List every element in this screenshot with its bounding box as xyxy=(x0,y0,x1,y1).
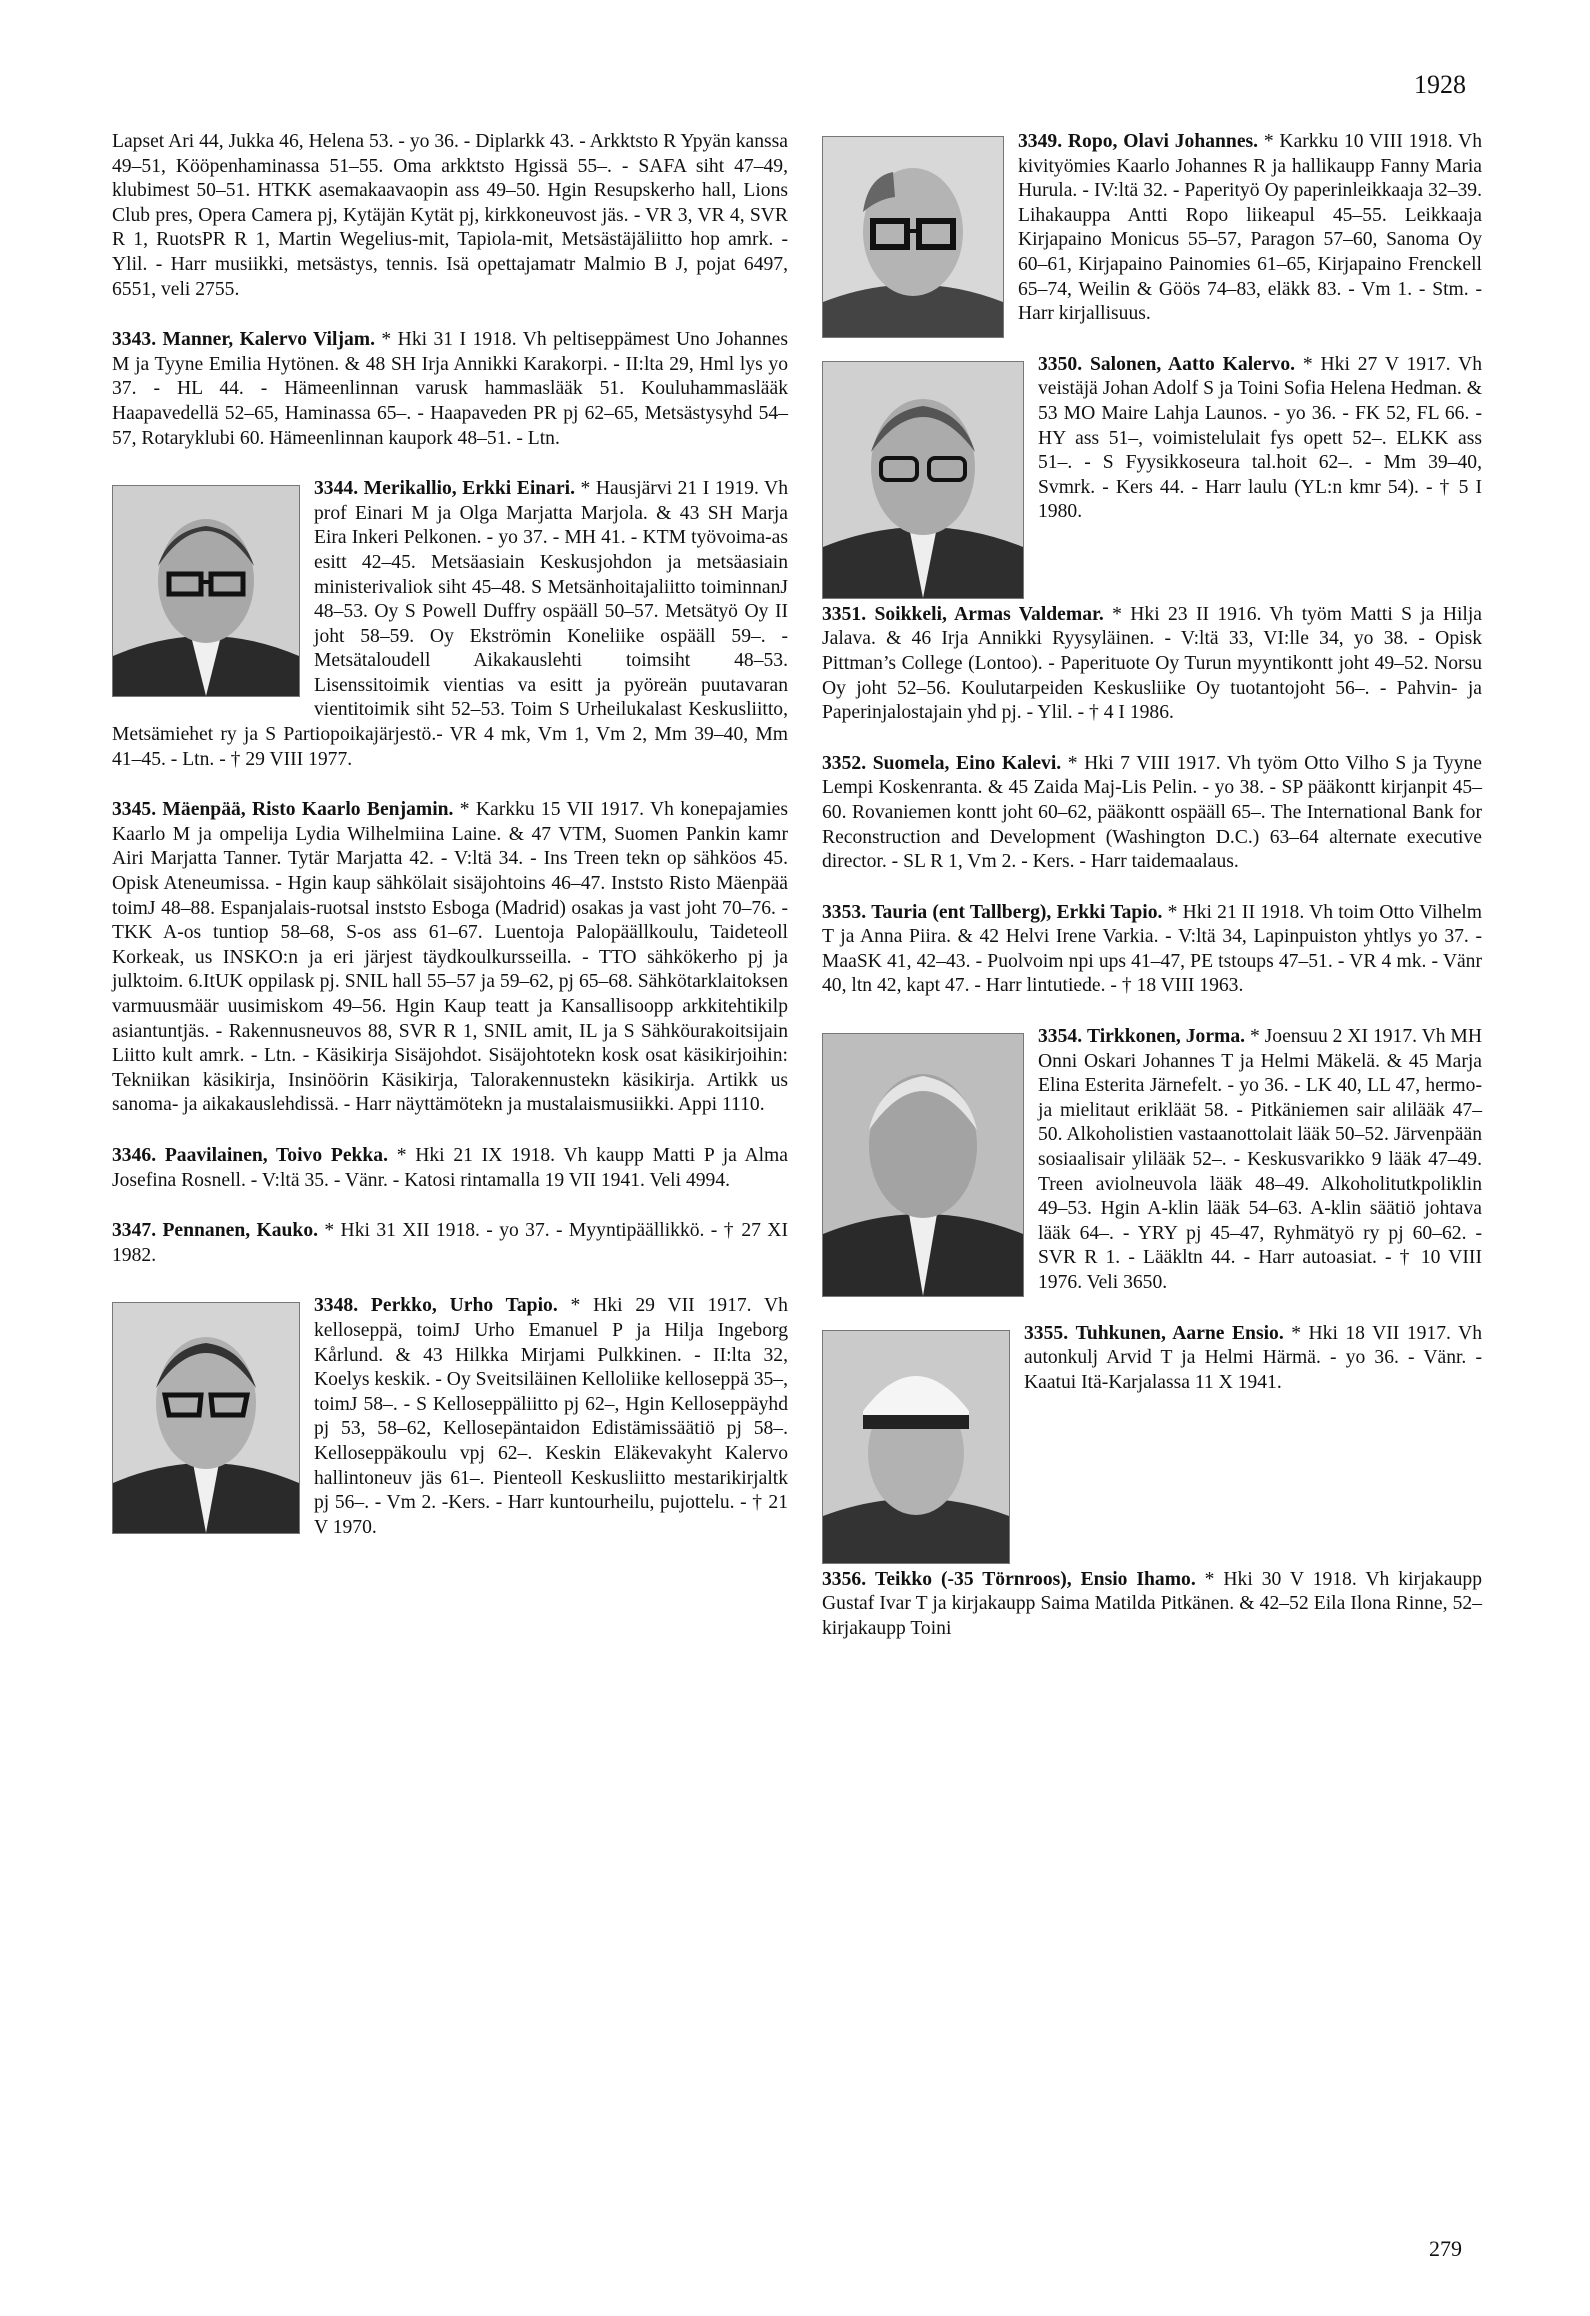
entry-3344 xyxy=(112,477,788,772)
entry-number: 3346. xyxy=(112,1144,157,1166)
entry-3346 xyxy=(112,1144,788,1193)
portrait-image xyxy=(823,362,1023,598)
entry-number: 3349. xyxy=(1018,131,1063,152)
entry-body: * Hki 7 VIII 1917. Vh työm Otto Vilho S ja Tyyne Lempi Koskenranta. & 45 Zaida Maj-Lis Pelin. - yo 38. - SP pääkontt kirjanpit 45–60. Rovaniemen kontt joht 60–62, pääkontt ospääll 65–. The International Bank for Reconstruction and Development (Washington D.C.) 63–64 alternate executive director. - SL R 1, Vm 2. - Kers. - Harr taidemaalaus. xyxy=(822,752,1482,873)
left-column xyxy=(112,130,788,1566)
entry-name: Tirkkonen, Jorma. xyxy=(1087,1026,1246,1048)
entry-number: 3348. xyxy=(314,1295,359,1317)
entry-name: Soikkeli, Armas Valdemar. xyxy=(874,603,1104,625)
entry-3350 xyxy=(822,353,1482,525)
entry-name: Salonen, Aatto Kalervo. xyxy=(1089,353,1296,375)
entry-body: * Hki 31 XII 1918. - yo 37. - Myyntipäällikkö. - † 27 XI 1982. xyxy=(112,1220,788,1266)
entry-number: 3353. xyxy=(822,901,867,923)
page-year-header: 1928 xyxy=(1414,70,1466,99)
entry-name: Pennanen, Kauko. xyxy=(162,1220,319,1242)
entry-number: 3350. xyxy=(1038,353,1083,375)
entry-text xyxy=(112,798,788,1118)
portrait-photo xyxy=(822,136,1004,338)
entry-number: 3343. xyxy=(112,329,157,351)
entry-body: * Hki 21 IX 1918. Vh kaupp Matti P ja Alma Josefina Rosnell. - V:ltä 35. - Vänr. - Katosi rintamalla 19 VII 1941. Veli 4994. xyxy=(112,1144,788,1191)
right-column xyxy=(822,130,1482,1667)
entry-3353 xyxy=(822,901,1482,999)
entry-3355 xyxy=(822,1322,1482,1396)
entry-body: * Hki 30 V 1918. Vh kirjakaupp Gustaf Ivar T ja kirjakaupp Saima Matilda Pitkänen. & 42–52 Eila Ilona Rinne, 52– kirjakaupp Toini xyxy=(822,1568,1483,1639)
entry-name: Teikko (-35 Törnroos), Ensio Ihamo. xyxy=(875,1568,1196,1590)
entry-text xyxy=(112,1219,788,1268)
entry-name: Paavilainen, Toivo Pekka. xyxy=(164,1144,389,1166)
entry-name: Ropo, Olavi Johannes. xyxy=(1067,131,1259,152)
portrait-image xyxy=(823,1331,1009,1563)
entry-name: Perkko, Urho Tapio. xyxy=(370,1295,558,1317)
entry-name: Tauria (ent Tallberg), Erkki Tapio. xyxy=(871,901,1163,923)
entry-name: Merikallio, Erkki Einari. xyxy=(363,478,576,500)
portrait-photo xyxy=(822,1033,1024,1297)
portrait-photo xyxy=(822,361,1024,599)
entry-number: 3352. xyxy=(822,752,867,774)
entry-continuation-text: Lapset Ari 44, Jukka 46, Helena 53. - yo 36. - Diplarkk 43. - Arkktsto R Ypyän kanssa 49–51, Kööpenhaminassa 51–55. Oma arkktsto Hgissä 55–. - SAFA siht 47–49, klubimest 50–51. HTKK asemakaavaopin ass 49–50. Hgin Resupskerho hall, Lions Club pres, Opera Camera pj, Kytäjän Kytät pj, kirkkoneuvost jäs. - VR 3, VR 4, SVR R 1, RuotsPR R 1, Martin Wegelius-mit, Tapiola-mit, Metsästäjäliitto hop amrk. - Ylil. - Harr musiikki, metsästys, tennis. Isä opettajamatr Malmio B J, pojat 6497, 6551, veli 2755. xyxy=(112,131,788,300)
entry-text xyxy=(822,752,1482,875)
entry-body: * Hki 23 II 1916. Vh työm Matti S ja Hilja Jalava. & 46 Irja Annikki Ryysyläinen. - V:ltä 33, VI:lle 34, yo 38. - Opisk Pittman’s College (Lontoo). - Paperituote Oy Turun myyntikontt joht 49–52. Norsu Oy joht 52–56. Koulutarpeiden Keskusliike Oy tuotantojoht 56–. - Pahvin- ja Paperinjalostajain yhd pj. - Ylil. - † 4 I 1986. xyxy=(822,603,1482,724)
entry-number: 3351. xyxy=(822,603,867,625)
page-number: 279 xyxy=(1429,2236,1462,2261)
portrait-image xyxy=(113,486,299,696)
entry-body: * Joensuu 2 XI 1917. Vh MH Onni Oskari Johannes T ja Helmi Mäkelä. & 45 Marja Elina Esterita Järnefelt. - yo 36. - LK 40, LL 47, hermo- ja mielitaut erikläät 58. - Pitkäniemen sair alilääk 47–50. Alkoholistien vastaanottolait lääk 50–52. Järvenpään sosiaalisair ylilääk 52–. - Keskusvarikko 9 lääk 47–49. Treen aviolneuvola lääk 48–49. Alkoholitutkpoliklin 49–53. Hgin A-klin lääk 54–63. A-klin säätiö johtava lääk 64–. - YRY pj 45–47, Ryhmätyö ry pj 60–62. - SVR R 1. - Lääkltn 44. - Harr autoasiat. - † 10 VIII 1976. Veli 3650. xyxy=(1038,1026,1482,1293)
entry-number: 3354. xyxy=(1038,1026,1083,1048)
portrait-image xyxy=(823,1034,1023,1296)
entry-name: Manner, Kalervo Viljam. xyxy=(162,329,375,351)
portrait-photo xyxy=(112,1302,300,1534)
entry-3352 xyxy=(822,752,1482,875)
entry-body: * Hki 27 V 1917. Vh veistäjä Johan Adolf S ja Toini Sofia Helena Hedman. & 53 MO Maire Lahja Launos. - yo 36. - FK 52, FL 66. - HY ass 51–, voimistelulait fys opett 52–. ELKK ass 51–. - S Fyysikkoseura tal.hoit 62–. - Mm 39–40, Svmrk. - Kers 44. - Harr laulu (YL:n kmr 54). - † 5 I 1980. xyxy=(1038,353,1482,523)
entry-body: * Hki 21 II 1918. Vh toim Otto Vilhelm T ja Anna Piira. & 42 Helvi Irene Varkia. - V:ltä 34, Lapinpuiston yhtlys yo 37. - MaaSK 41, 42–43. - Puolvoim npi ups 41–47, PE tstoups 47–51. - VR 4 mk. - Vänr 40, ltn 42, kapt 47. - Harr lintutiede. - † 18 VIII 1963. xyxy=(822,901,1482,997)
entry-body: * Hki 31 I 1918. Vh peltiseppämest Uno Johannes M ja Tyyne Emilia Hytönen. & 48 SH Irja Annikki Karakorpi. - II:lta 29, Hml lys yo 37. - HL 44. - Hämeenlinnan varusk hammaslääk 51. Kouluhammaslääk Haapavedellä 52–65, Haminassa 65–. - Haapaveden PR pj 62–65, Metsästysyhd 54–57, Rotaryklubi 60. Hämeenlinnan kaupork 48–51. - Ltn. xyxy=(112,329,788,449)
entry-3354 xyxy=(822,1025,1482,1296)
entry-number: 3345. xyxy=(112,799,157,821)
entry-text xyxy=(822,901,1482,999)
entry-3347 xyxy=(112,1219,788,1268)
entry-body: * Hausjärvi 21 I 1919. Vh prof Einari M ja Olga Marjatta Marjola. & 43 SH Marja Eira Inkeri Pelkonen. - yo 37. - MH 41. - KTM työvoima-as esitt 42–45. Metsäasiain Keskusjohdon ja metsäasiain ministerivaliok siht 45–48. S Metsänhoitajaliitto toiminnanJ 48–53. Oy S Powell Duffry ospääll 50–57. Metsätyö Oy II joht 58–59. Oy Ekströmin Koneliike ospääll 59–. - Metsätaloudell Aikakauslehti toimsiht 48–53. Lisenssitoimik vientias va esitt ja pyöreän puutavaran vientitoimik siht 52–53. Toim S Urheilukalast Keskusliitto, Metsämiehet ry ja S Partiopoikajärjestö.- VR 4 mk, Vm 1, Vm 2, Mm 39–40, Mm 41–45. - Ltn. - † 29 VIII 1977. xyxy=(112,478,788,770)
entry-name: Mäenpää, Risto Kaarlo Benjamin. xyxy=(162,799,454,821)
entry-text xyxy=(822,1568,1482,1642)
entry-3348 xyxy=(112,1294,788,1540)
entry-body: * Hki 29 VII 1917. Vh kelloseppä, toimJ Urho Emanuel P ja Hilja Ingeborg Kårlund. & 43 Hilkka Mirjami Pulkkinen. - II:lta 32, Koelys keskik. - Oy Sveitsiläinen Kelloliike kelloseppä 35–, toimJ 58–. - S Kelloseppäliitto pj 62–, Hgin Kelloseppäyhd pj 53, 58–62, Kellosepäntaidon Edistämissäätiö pj 58–. Kelloseppäkoulu vpj 62–. Keskin Eläkevakyht Kalervo hallintoneuv jäs 61–. Pienteoll Keskusliitto mestarikirjaltk pj 56–. - Vm 2. -Kers. - Harr kuntourheilu, pujottelu. - † 21 V 1970. xyxy=(314,1295,788,1538)
entry-3356 xyxy=(822,1568,1482,1642)
entry-continuation xyxy=(112,130,788,302)
entry-3343 xyxy=(112,328,788,451)
entry-name: Tuhkunen, Aarne Ensio. xyxy=(1075,1322,1284,1344)
entry-text xyxy=(112,1144,788,1193)
entry-number: 3344. xyxy=(314,478,359,500)
entry-text xyxy=(112,328,788,451)
entry-text xyxy=(822,603,1482,726)
entry-number: 3347. xyxy=(112,1220,157,1242)
entry-body: * Hki 18 VII 1917. Vh autonkulj Arvid T ja Helmi Härmä. - yo 36. - Vänr. - Kaatui Itä-Karjalassa 11 X 1941. xyxy=(1024,1322,1482,1393)
entry-3351 xyxy=(822,603,1482,726)
entry-number: 3355. xyxy=(1024,1322,1069,1344)
entry-3349 xyxy=(822,130,1482,327)
entry-3345 xyxy=(112,798,788,1118)
entry-name: Suomela, Eino Kalevi. xyxy=(872,752,1062,774)
portrait-image xyxy=(823,137,1003,337)
entry-number: 3356. xyxy=(822,1568,867,1590)
entry-body: * Karkku 10 VIII 1918. Vh kivityömies Kaarlo Johannes R ja hallikaupp Fanny Maria Hurula. - IV:ltä 32. - Paperityö Oy paperinleikkaaja 32–39. Lihakauppa Antti Ropo liikeapul 45–55. Leikkaaja Kirjapaino Monicus 55–57, Paragon 57–60, Sanoma Oy 60–61, Kirjapaino Painomies 61–65, Kirjapaino Frenckell 65–74, Weilin & Göös 74–83, eläkk 83. - Vm 1. - Stm. - Harr kirjallisuus. xyxy=(1018,131,1482,325)
portrait-image xyxy=(113,1303,299,1533)
entry-body: * Karkku 15 VII 1917. Vh konepajamies Kaarlo M ja ompelija Lydia Wilhelmiina Laine. & 47 VTM, Suomen Pankin kamr Airi Marjatta Tanner. Tytär Marjatta 42. - V:ltä 34. - Ins Treen tekn op sähköos 45. Opisk Ateneumissa. - Hgin kaup sähkölait sisäjohtoins 46–47. Inststo Risto Mäenpää toimJ 48–88. Espanjalais-ruotsal inststo Esboga (Madrid) osakas ja vast joht 70–76. - TKK A-os tuntiop 58–68, S-os ass 61–67. Luentoja Palopäällkoulu, Taideteoll Korkeak, us INSKO:n ja eri järjest täydkoulkursseilla. - TTO sähkökerho pj ja julktoim. 6.ItUK oppilask pj. SNIL hall 55–57 ja 59–62, pj 65–68. Sähkötarklaitoksen varmuusmäär uusimiskom 49–56. Hgin Kaup teatt ja Kansallisoopp arkkitehtikilp asiantuntjäs. - Rakennusneuvos 88, SVR R 1, SNIL amit, IL ja S Sähköurakoitsijain Liitto kult amrk. - Ltn. - Käsikirja Sisäjohdot. Sisäjohtotekn kosk osat käsikirjoihin: Tekniikan käsikirja, Insinöörin Käsikirja, Talorakennustekn käsikirja. Artikk us sanoma- ja aikakauslehdissä. - Harr näyttämötekn ja mustalaismusiikki. Appi 1110. xyxy=(112,799,788,1116)
portrait-photo xyxy=(112,485,300,697)
portrait-photo xyxy=(822,1330,1010,1564)
